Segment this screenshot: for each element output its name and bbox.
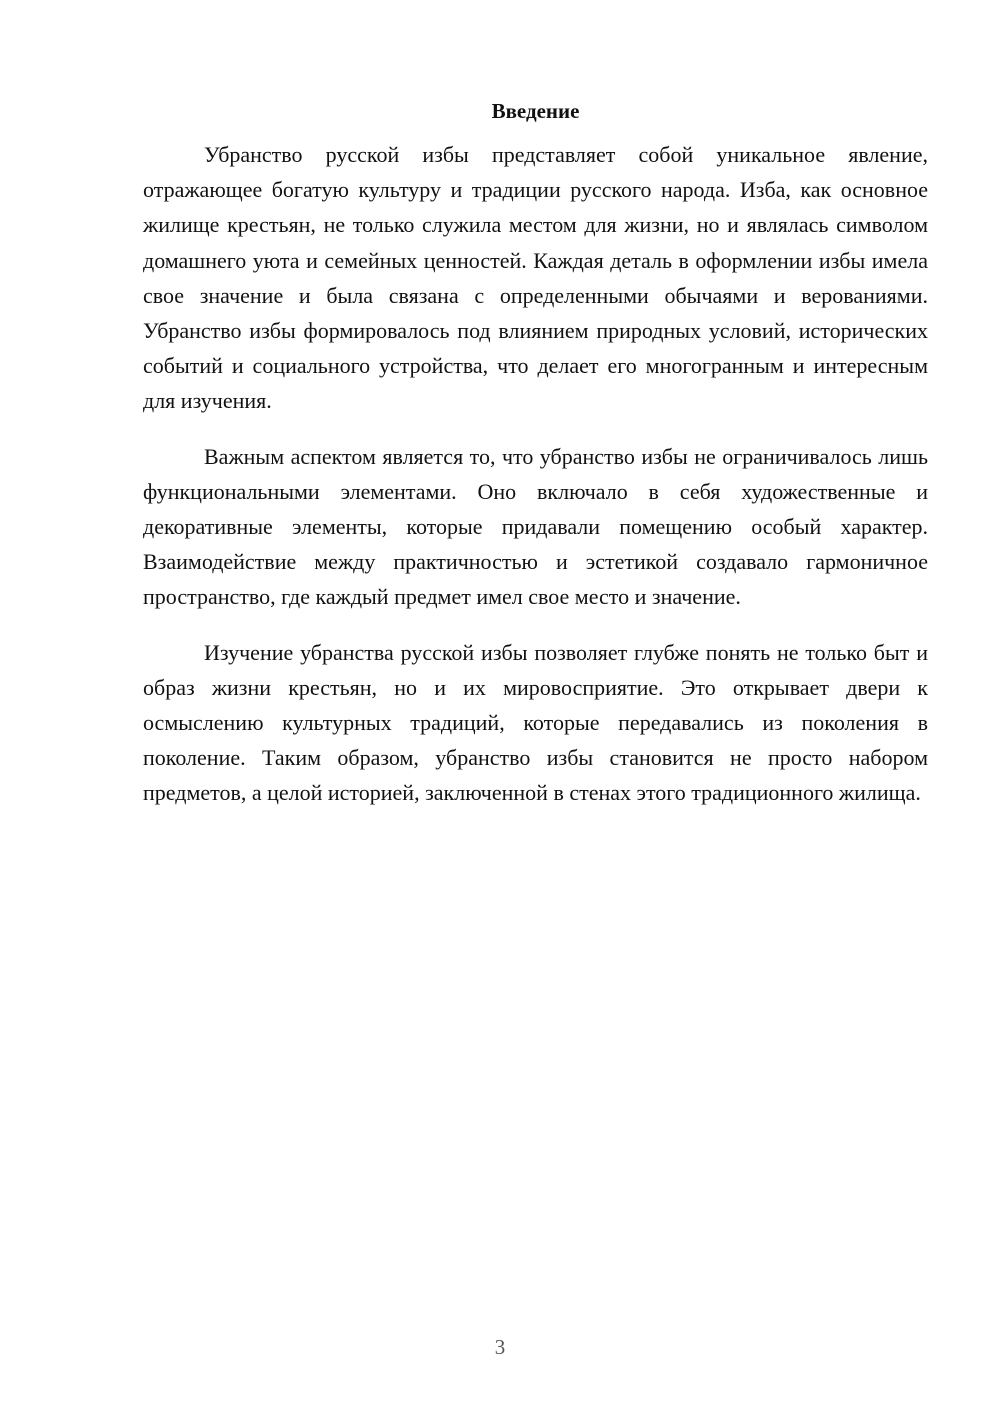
- paragraph-2: Важным аспектом является то, что убранство избы не ограничивалось лишь функциональными элементами. Оно включало в себя художественные и декоративные элементы, которые придавали помещению особый характер. Взаимодействие между практичностью и эстетикой создавало гармоничное пространство, где каждый предмет имел свое место и значение.: [143, 443, 928, 610]
- paragraph-1: Убранство русской избы представляет собой уникальное явление, отражающее богатую культуру и традиции русского народа. Изба, как основное жилище крестьян, не только служила местом для жизни, но и являлась символом домашнего уюта и семейных ценностей. Каждая деталь в оформлении избы имела свое значение и была связана с определенными обычаями и верованиями. Убранство избы формировалось под влиянием природных условий, исторических событий и социального устройства, что делает его многогранным и интересным для изучения.: [143, 142, 928, 414]
- page-number: 3: [494, 1335, 506, 1359]
- page-content: [143, 96, 928, 831]
- section-title: Введение: [491, 99, 580, 123]
- paragraph-3: Изучение убранства русской избы позволяет глубже понять не только быт и образ жизни крестьян, но и их мировосприятие. Это открывает двери к осмыслению культурных традиций, которые передавались из поколения в поколение. Таким образом, убранство избы становится не просто набором предметов, а целой историей, заключенной в стенах этого традиционного жилища.: [143, 639, 928, 806]
